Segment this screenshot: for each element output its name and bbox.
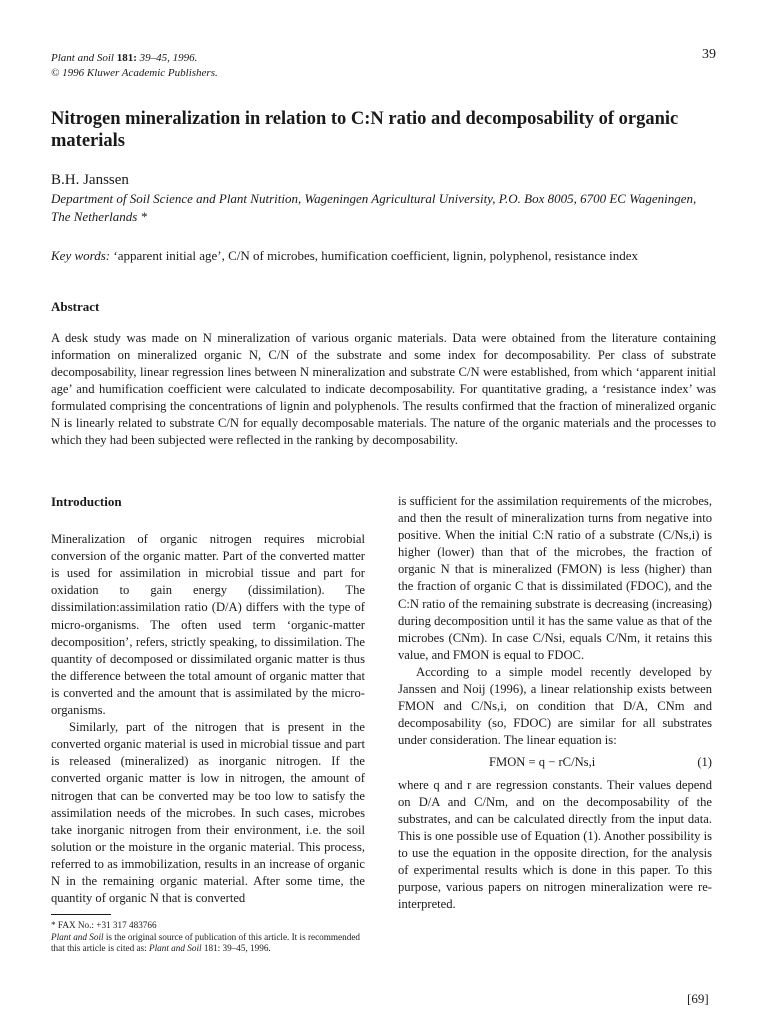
footnote-citation-rest: 181: 39–45, 1996. (201, 943, 271, 953)
article-title: Nitrogen mineralization in relation to C:N ratio and decomposability of organic materials (51, 109, 679, 151)
journal-citation (51, 51, 218, 66)
intro-paragraph-1: Mineralization of organic nitrogen requires microbial conversion of the organic matter. Part of the converted matter is used for assimilation in microbial tissue and part for oxidation to gain energy (dissimilation). The dissimilation:assimilation ratio (D/A) differs with the type of micro-organisms. The often used term ‘organic-matter decomposition’, refers, strictly speaking, to dissimilation. The quantity of decomposed or dissimilated organic matter is thus the difference between the total amount of organic matter that is converted and the amount that is assimilated by the micro-organisms. (51, 532, 365, 718)
footnote-source (51, 932, 371, 955)
author-name: B.H. Janssen (51, 172, 129, 188)
page-number: 39 (702, 47, 716, 62)
footnote-fax: * FAX No.: +31 317 483766 (51, 920, 157, 930)
intro-paragraph-4: According to a simple model recently developed by Janssen and Noij (1996), a linear relationship exists between FMON and C/Ns,i, on condition that D/A, CNm and decomposability (so, FDOC) are similar for all substrates under consideration. The linear equation is: (398, 664, 712, 748)
journal-pages-year: 39–45, 1996. (136, 52, 198, 64)
abstract-text: A desk study was made on N mineralization of various organic materials. Data were obtained from the literature containing information on mineralized organic N, C/N of the substrate and some index for decomposability. Per class of substrate decomposability, linear regression lines between N mineralization and substrate C/N were established, from which ‘apparent initial age’ and humification coefficient were calculated to indicate decomposability. For quantitative grading, a ‘resistance index’ was formulated comprising the concentrations of lignin and polyphenols. The results confirmed that the fraction of mineralized organic N is linearly related to substrate C/N for equally decomposable materials. The nature of the organic materials and the processes to which they had been subjected were reflected in the ranking by decomposability. (51, 331, 716, 447)
equation-1 (398, 754, 712, 771)
keywords (51, 247, 716, 264)
introduction-heading: Introduction (51, 494, 122, 509)
keywords-list: ‘apparent initial age’, C/N of microbes, humification coefficient, lignin, polyphenol, resistance index (110, 248, 639, 263)
abstract-heading: Abstract (51, 299, 100, 314)
footnote-rule (51, 914, 111, 915)
journal-volume: 181: (116, 52, 137, 64)
copyright-line: © 1996 Kluwer Academic Publishers. (51, 67, 218, 79)
intro-paragraph-5: where q and r are regression constants. Their values depend on D/A and C/Nm, and on the decomposability of the substrates, and can be calculated directly from the input data. This is one possible use of Equation (1). Another possibility is to use the equation in the opposite direction, for the analysis of experimental results which is done in this paper. To this purpose, various papers on nitrogen mineralization were re-interpreted. (398, 777, 712, 912)
footnote (51, 920, 371, 955)
intro-paragraph-2: Similarly, part of the nitrogen that is present in the converted organic material is used in microbial tissue and part is released (mineralized) as inorganic nitrogen. If the converted organic matter is low in nitrogen, the amount of nitrogen that can be converted may be too low to satisfy the assimilation needs of the microbes. In such cases, microbes take inorganic nitrogen from their environment, i.e. the soil solution or the moisture in the organic material. This process, referred to as immobilization, results in an increase of organic N in the remaining organic material. After some time, the quantity of organic N that is converted (51, 720, 365, 906)
right-column (398, 493, 712, 913)
journal-header (51, 51, 218, 81)
journal-name: Plant and Soil (51, 52, 114, 64)
footnote-source-text: is the original source of publication of this article. It is recommended that this article is cited as: (51, 931, 360, 953)
keywords-label: Key words: (51, 248, 111, 263)
footnote-journal: Plant and Soil (51, 931, 104, 942)
equation-number: (1) (697, 755, 712, 770)
intro-paragraph-3: is sufficient for the assimilation requirements of the microbes, and then the result of mineralization turns from negative into positive. When the initial C:N ratio of a substrate (C/Ns,i) is higher (lower) than that of the microbes, the fraction of organic N that is mineralized (FMON) is less (higher) than the fraction of organic C that is dissimilated (FDOC), and the C:N ratio of the remaining substrate is decreasing (increasing) during decomposition until it has the same value as that of the microbes (CNm). In case C/Nsi, equals C/Nm, it retains this value, and FMON is equal to FDOC. (398, 494, 712, 662)
equation-expression: FMON = q − rC/Ns,i (489, 755, 596, 770)
footnote-citation-journal: Plant and Soil (148, 943, 202, 953)
left-column (51, 493, 365, 907)
author-affiliation: Department of Soil Science and Plant Nutrition, Wageningen Agricultural University, P.O. Box 8005, 6700 EC Wageningen, The Netherlands * (51, 191, 697, 224)
folio-number: [69] (687, 991, 709, 1006)
